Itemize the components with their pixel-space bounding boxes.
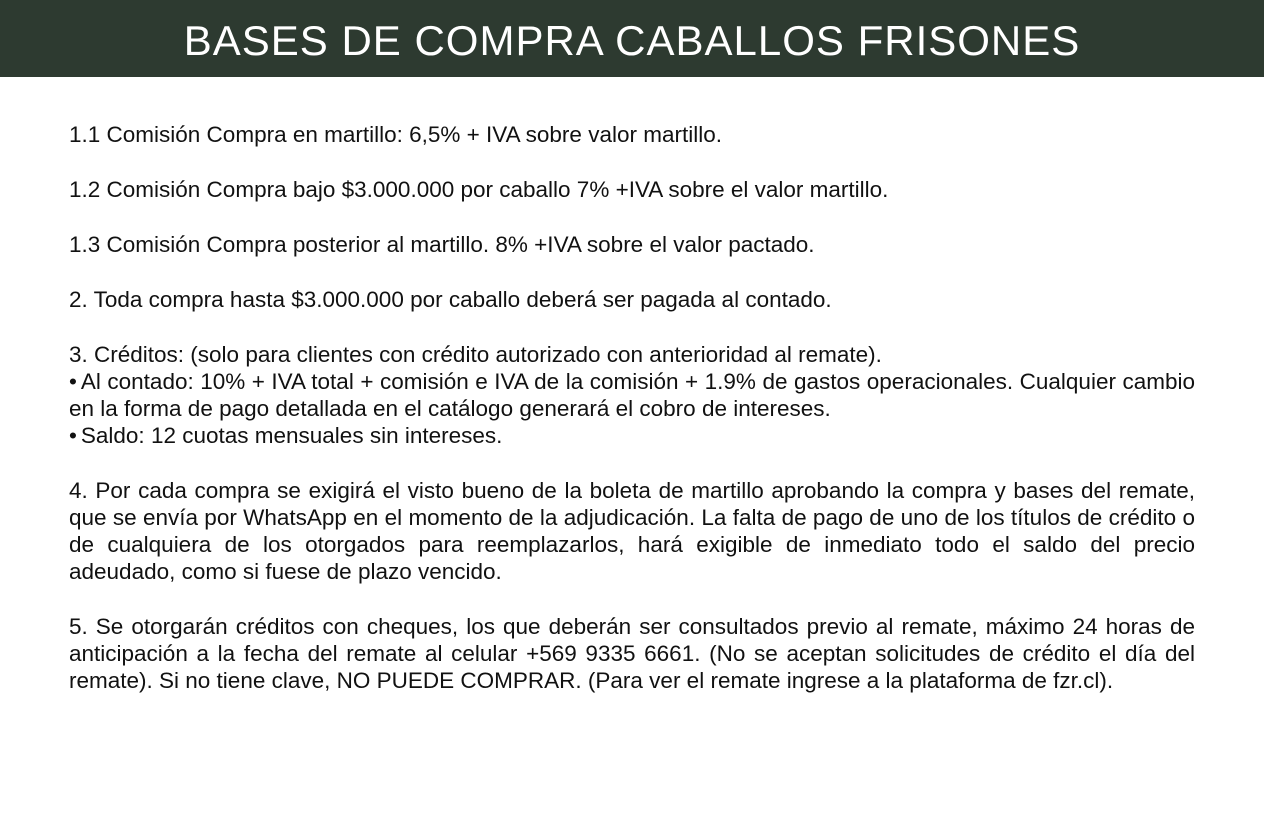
term-5: 5. Se otorgarán créditos con cheques, los que deberán ser consultados previo al remate, máximo 24 horas de anticipación a la fecha del remate al celular +569 9335 6661. (No se aceptan solicitudes de crédito el día del remate). Si no tiene clave, NO PUEDE COMPRAR. (Para ver el remate ingrese a la plataforma de fzr.cl). [69, 614, 1195, 693]
term-3-bullet-balance-text: Saldo: 12 cuotas mensuales sin intereses. [80, 423, 503, 448]
page-header [0, 0, 1264, 77]
bullet-icon: • [69, 369, 77, 394]
page-title: BASES DE COMPRA CABALLOS FRISONES [183, 16, 1081, 64]
term-2: 2. Toda compra hasta $3.000.000 por caballo deberá ser pagada al contado. [69, 287, 832, 312]
term-1-1: 1.1 Comisión Compra en martillo: 6,5% + IVA sobre valor martillo. [69, 122, 722, 147]
term-4: 4. Por cada compra se exigirá el visto bueno de la boleta de martillo aprobando la compra y bases del remate, que se envía por WhatsApp en el momento de la adjudicación. La falta de pago de uno de los títulos de crédito o de cualquiera de los otorgados para reemplazarlos, hará exigible de inmediato todo el saldo del precio adeudado, como si fuese de plazo vencido. [69, 478, 1195, 584]
term-1-3: 1.3 Comisión Compra posterior al martillo. 8% +IVA sobre el valor pactado. [69, 232, 815, 257]
bullet-icon: • [69, 423, 77, 448]
term-3-bullet-cash [69, 368, 1195, 422]
term-3-bullet-balance [69, 422, 1195, 449]
term-3-intro: 3. Créditos: (solo para clientes con crédito autorizado con anterioridad al remate). [69, 342, 882, 367]
term-3-block [69, 341, 1195, 449]
term-1-2: 1.2 Comisión Compra bajo $3.000.000 por caballo 7% +IVA sobre el valor martillo. [69, 177, 889, 202]
terms-content [69, 121, 1195, 722]
term-3-bullet-cash-text: Al contado: 10% + IVA total + comisión e IVA de la comisión + 1.9% de gastos operacionales. Cualquier cambio en la forma de pago detallada en el catálogo generará el cobro de intereses. [69, 369, 1195, 421]
